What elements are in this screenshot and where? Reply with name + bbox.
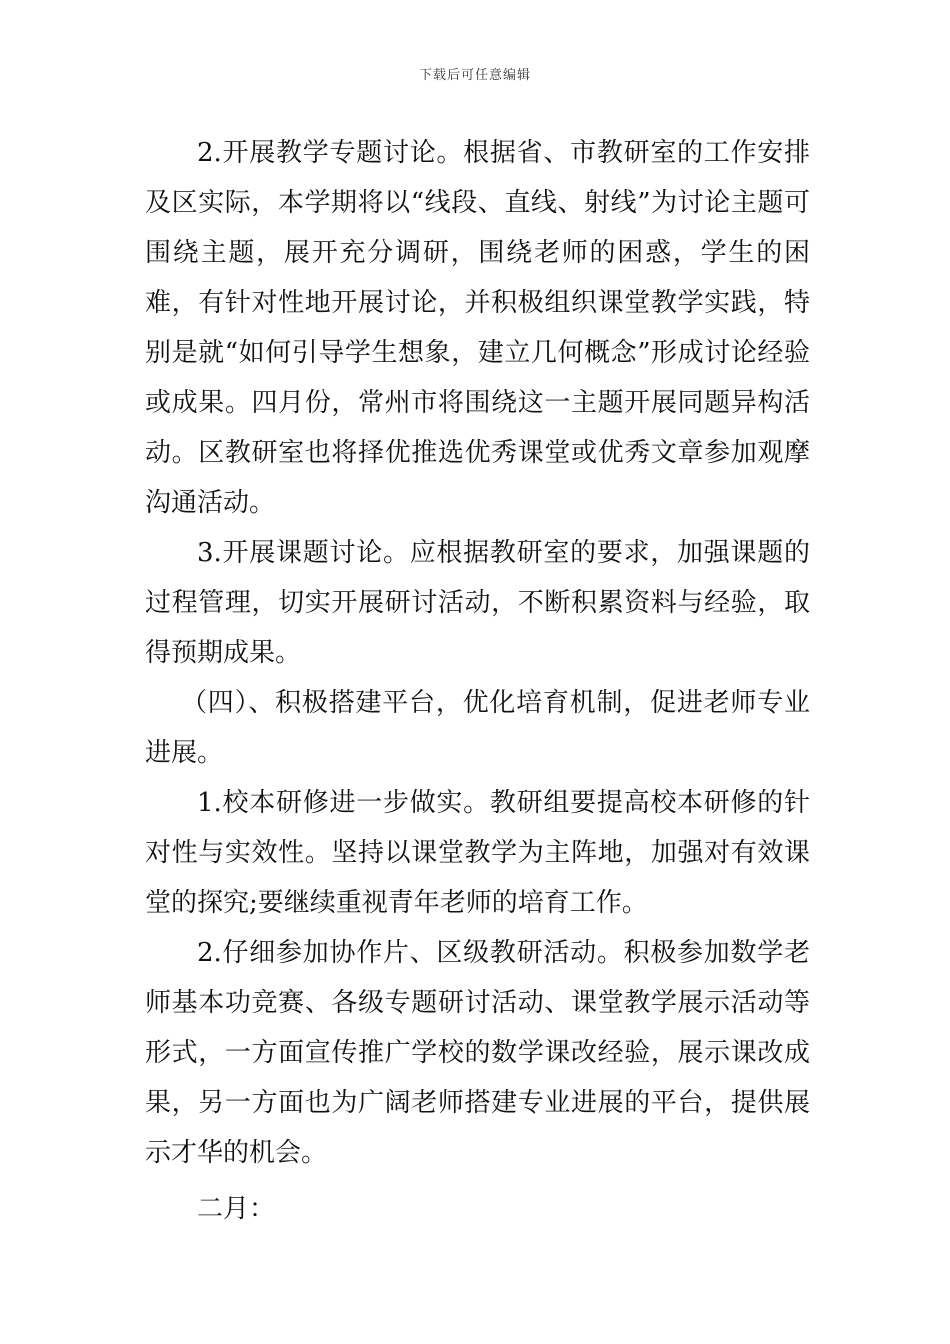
paragraph-school-training: 1.校本研修进一步做实。教研组要提高校本研修的针对性与实效性。坚持以课堂教学为主阵地，加强对有效课堂的探究;要继续重视青年老师的培育工作。 xyxy=(145,788,810,918)
paragraph-district-activities: 2.仔细参加协作片、区级教研活动。积极参加数学老师基本功竞赛、各级专题研讨活动、课堂教学展示活动等形式，一方面宣传推广学校的数学课改经验，展示课改成果，另一方面也为广阔老师搭建专业进展的平台，提供展示才华的机会。 xyxy=(145,938,810,1168)
page-header: 下载后可任意编辑 xyxy=(418,68,531,83)
paragraph-topic-discussion: 2.开展教学专题讨论。根据省、市教研室的工作安排及区实际，本学期将以“线段、直线、射线”为讨论主题可围绕主题，展开充分调研，围绕老师的困惑，学生的困难，有针对性地开展讨论，并积极组织课堂教学实践，特别是就“如何引导学生想象，建立几何概念”形成讨论经验或成果。四月份，常州市将围绕这一主题开展同题异构活动。区教研室也将择优推选优秀课堂或优秀文章参加观摩沟通活动。 xyxy=(145,138,810,518)
section-heading-four: （四）、积极搭建平台，优化培育机制，促进老师专业进展。 xyxy=(145,688,810,768)
paragraph-project-discussion: 3.开展课题讨论。应根据教研室的要求，加强课题的过程管理，切实开展研讨活动，不断积累资料与经验，取得预期成果。 xyxy=(145,538,810,668)
document-body xyxy=(145,128,810,1234)
month-heading-february: 二月： xyxy=(197,1194,276,1224)
